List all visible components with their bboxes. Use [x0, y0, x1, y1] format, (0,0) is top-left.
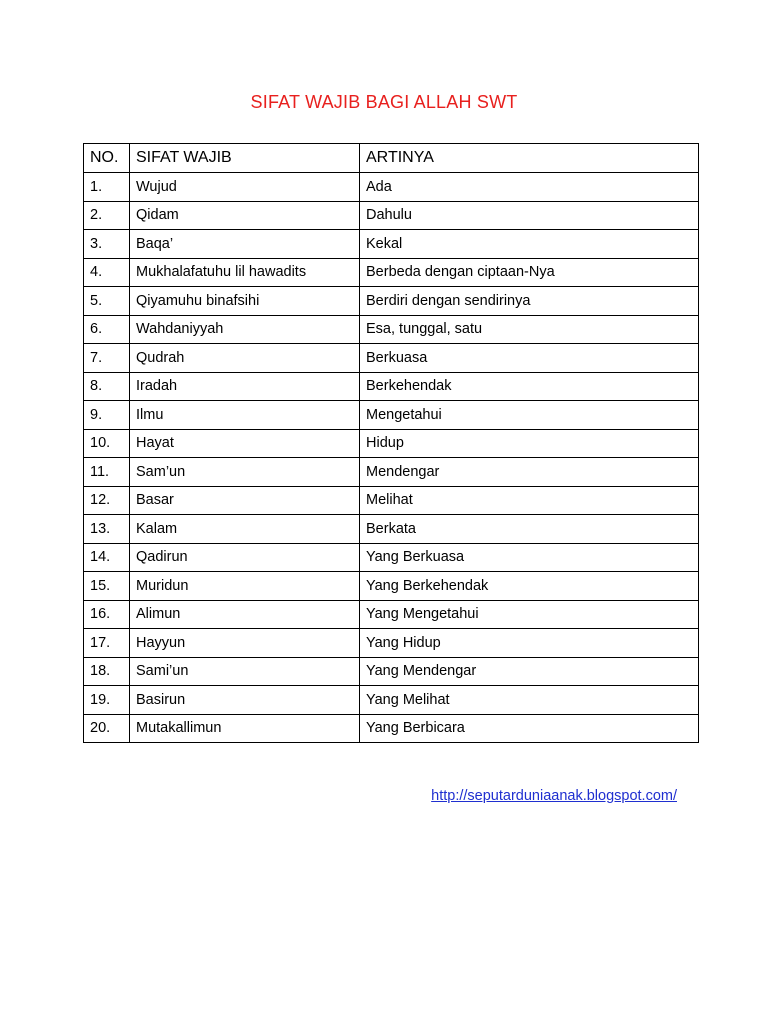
table-row: [84, 201, 699, 230]
page-title: SIFAT WAJIB BAGI ALLAH SWT: [250, 92, 518, 112]
table-row: [84, 600, 699, 629]
cell-no: 2.: [84, 201, 130, 230]
cell-arti: Ada: [360, 173, 699, 202]
table-row: [84, 401, 699, 430]
table-row: [84, 543, 699, 572]
cell-arti: Melihat: [360, 486, 699, 515]
cell-no: 1.: [84, 173, 130, 202]
cell-no: 5.: [84, 287, 130, 316]
table-row: [84, 230, 699, 259]
cell-sifat: Baqa’: [130, 230, 360, 259]
cell-arti: Mendengar: [360, 458, 699, 487]
cell-sifat: Mutakallimun: [130, 714, 360, 743]
cell-arti: Hidup: [360, 429, 699, 458]
cell-arti: Dahulu: [360, 201, 699, 230]
cell-sifat: Sami’un: [130, 657, 360, 686]
cell-arti: Berkuasa: [360, 344, 699, 373]
header-no: NO.: [84, 144, 130, 173]
cell-sifat: Alimun: [130, 600, 360, 629]
cell-sifat: Ilmu: [130, 401, 360, 430]
cell-arti: Berkata: [360, 515, 699, 544]
cell-sifat: Hayat: [130, 429, 360, 458]
cell-sifat: Kalam: [130, 515, 360, 544]
cell-arti: Berdiri dengan sendirinya: [360, 287, 699, 316]
cell-arti: Mengetahui: [360, 401, 699, 430]
cell-no: 8.: [84, 372, 130, 401]
cell-no: 16.: [84, 600, 130, 629]
cell-no: 13.: [84, 515, 130, 544]
cell-arti: Kekal: [360, 230, 699, 259]
cell-no: 7.: [84, 344, 130, 373]
table-row: [84, 486, 699, 515]
cell-no: 9.: [84, 401, 130, 430]
cell-sifat: Basar: [130, 486, 360, 515]
cell-sifat: Wahdaniyyah: [130, 315, 360, 344]
cell-no: 15.: [84, 572, 130, 601]
cell-sifat: Qidam: [130, 201, 360, 230]
cell-sifat: Basirun: [130, 686, 360, 715]
sifat-wajib-table: [83, 143, 699, 743]
cell-sifat: Qiyamuhu binafsihi: [130, 287, 360, 316]
cell-no: 4.: [84, 258, 130, 287]
table-row: [84, 344, 699, 373]
cell-no: 6.: [84, 315, 130, 344]
cell-no: 17.: [84, 629, 130, 658]
cell-sifat: Wujud: [130, 173, 360, 202]
cell-arti: Yang Mengetahui: [360, 600, 699, 629]
cell-sifat: Iradah: [130, 372, 360, 401]
cell-sifat: Mukhalafatuhu lil hawadits: [130, 258, 360, 287]
table-row: [84, 315, 699, 344]
blog-link[interactable]: http://seputarduniaanak.blogspot.com/: [431, 788, 677, 804]
table-row: [84, 173, 699, 202]
cell-arti: Berbeda dengan ciptaan-Nya: [360, 258, 699, 287]
cell-no: 20.: [84, 714, 130, 743]
cell-sifat: Qadirun: [130, 543, 360, 572]
table-header-row: [84, 144, 699, 173]
table-row: [84, 372, 699, 401]
header-artinya: ARTINYA: [360, 144, 699, 173]
cell-sifat: Sam’un: [130, 458, 360, 487]
table-row: [84, 714, 699, 743]
cell-arti: Yang Berkehendak: [360, 572, 699, 601]
table-row: [84, 429, 699, 458]
cell-arti: Berkehendak: [360, 372, 699, 401]
cell-arti: Yang Mendengar: [360, 657, 699, 686]
header-sifat-wajib: SIFAT WAJIB: [130, 144, 360, 173]
table-row: [84, 515, 699, 544]
cell-no: 3.: [84, 230, 130, 259]
cell-arti: Esa, tunggal, satu: [360, 315, 699, 344]
cell-no: 18.: [84, 657, 130, 686]
cell-arti: Yang Berbicara: [360, 714, 699, 743]
table-row: [84, 629, 699, 658]
cell-sifat: Muridun: [130, 572, 360, 601]
cell-arti: Yang Berkuasa: [360, 543, 699, 572]
table-row: [84, 287, 699, 316]
cell-no: 14.: [84, 543, 130, 572]
cell-arti: Yang Hidup: [360, 629, 699, 658]
cell-sifat: Qudrah: [130, 344, 360, 373]
cell-no: 11.: [84, 458, 130, 487]
table-row: [84, 657, 699, 686]
cell-no: 10.: [84, 429, 130, 458]
table-row: [84, 572, 699, 601]
table-row: [84, 686, 699, 715]
cell-arti: Yang Melihat: [360, 686, 699, 715]
table-body: [84, 173, 699, 743]
cell-no: 19.: [84, 686, 130, 715]
table-row: [84, 458, 699, 487]
cell-sifat: Hayyun: [130, 629, 360, 658]
cell-no: 12.: [84, 486, 130, 515]
table-row: [84, 258, 699, 287]
